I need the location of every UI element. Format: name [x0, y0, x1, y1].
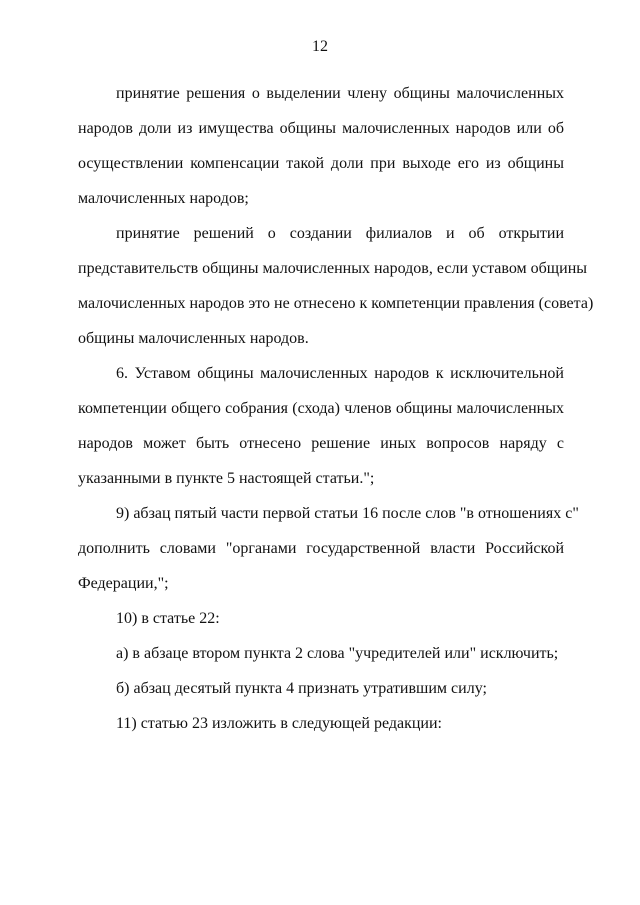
paragraph-branches [78, 216, 594, 356]
paragraph-item-6 [78, 356, 564, 496]
paragraph-member-share [78, 76, 564, 216]
paragraph-item-9 [78, 496, 579, 601]
paragraph-item-10 [78, 601, 564, 636]
text-line: народов может быть отнесено решение иных вопросов наряду с [78, 435, 564, 452]
text-line: малочисленных народов это не отнесено к компетенции правления (совета) [78, 295, 594, 312]
document-body [78, 76, 594, 741]
text-line: принятие решения о выделении члену общины малочисленных [116, 85, 564, 102]
text-line: представительств общины малочисленных народов, если уставом общины [78, 260, 587, 277]
text-line: 11) статью 23 изложить в следующей редакции: [116, 715, 442, 732]
paragraph-subitem-b [78, 671, 564, 706]
text-line: народов доли из имущества общины малочисленных народов или об [78, 120, 564, 137]
text-line: указанными в пункте 5 настоящей статьи."; [78, 470, 375, 487]
paragraph-subitem-a [78, 636, 564, 671]
text-line: общины малочисленных народов. [78, 330, 309, 347]
text-line: осуществлении компенсации такой доли при выходе его из общины [78, 155, 564, 172]
page-number: 12 [312, 38, 328, 55]
text-line: 9) абзац пятый части первой статьи 16 после слов "в отношениях с" [116, 505, 579, 522]
text-line: а) в абзаце втором пункта 2 слова "учредителей или" исключить; [116, 645, 559, 662]
text-line: принятие решений о создании филиалов и об открытии [116, 225, 564, 242]
text-line: малочисленных народов; [78, 190, 249, 207]
text-line: Федерации,"; [78, 575, 169, 592]
text-line: б) абзац десятый пункта 4 признать утратившим силу; [116, 680, 487, 697]
text-line: дополнить словами "органами государственной власти Российской [78, 540, 564, 557]
text-line: компетенции общего собрания (схода) членов общины малочисленных [78, 400, 564, 417]
text-line: 10) в статье 22: [116, 610, 220, 627]
paragraph-item-11 [78, 706, 564, 741]
text-line: 6. Уставом общины малочисленных народов к исключительной [116, 365, 564, 382]
